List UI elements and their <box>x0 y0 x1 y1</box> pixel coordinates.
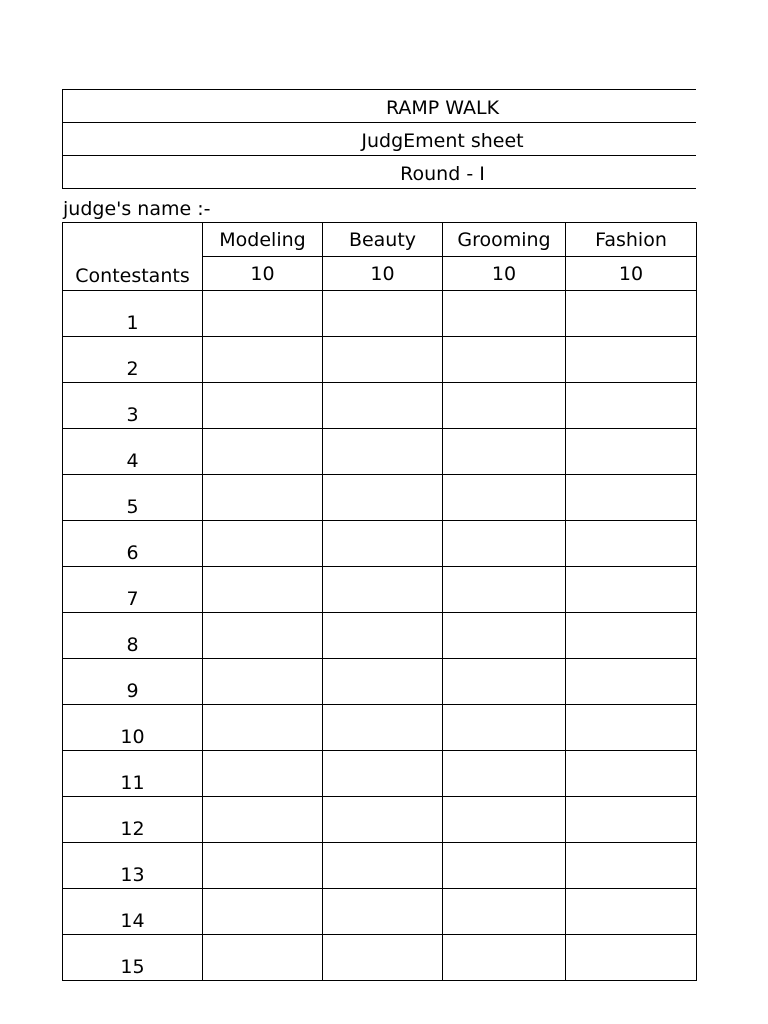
score-cell-fashion[interactable] <box>566 383 697 429</box>
score-cell-fashion[interactable] <box>566 429 697 475</box>
score-cell-fashion[interactable] <box>566 521 697 567</box>
score-cell-modeling[interactable] <box>203 889 323 935</box>
contestant-number: 1 <box>63 291 203 337</box>
contestant-number: 5 <box>63 475 203 521</box>
table-row <box>63 797 697 843</box>
score-cell-fashion[interactable] <box>566 291 697 337</box>
max-score-beauty: 10 <box>323 257 443 291</box>
criteria-header-beauty: Beauty <box>323 223 443 257</box>
sheet-title: RAMP WALK <box>385 97 500 119</box>
score-cell-beauty[interactable] <box>323 521 443 567</box>
contestant-number: 11 <box>63 751 203 797</box>
max-score-grooming: 10 <box>443 257 566 291</box>
contestant-number: 15 <box>63 935 203 981</box>
table-row <box>63 521 697 567</box>
score-cell-fashion[interactable] <box>566 797 697 843</box>
contestant-number: 10 <box>63 705 203 751</box>
score-cell-grooming[interactable] <box>443 291 566 337</box>
score-cell-modeling[interactable] <box>203 659 323 705</box>
table-row <box>63 475 697 521</box>
max-score-modeling: 10 <box>203 257 323 291</box>
contestant-number: 4 <box>63 429 203 475</box>
contestant-number: 2 <box>63 337 203 383</box>
score-cell-modeling[interactable] <box>203 291 323 337</box>
table-row <box>63 291 697 337</box>
table-row <box>63 843 697 889</box>
score-cell-fashion[interactable] <box>566 337 697 383</box>
judge-name-label: judge's name :- <box>63 198 211 220</box>
judge-name-row <box>62 188 696 222</box>
score-cell-grooming[interactable] <box>443 475 566 521</box>
table-row <box>63 751 697 797</box>
criteria-header-modeling: Modeling <box>203 223 323 257</box>
score-cell-grooming[interactable] <box>443 751 566 797</box>
score-cell-modeling[interactable] <box>203 521 323 567</box>
score-cell-modeling[interactable] <box>203 705 323 751</box>
score-cell-beauty[interactable] <box>323 797 443 843</box>
round-label: Round - I <box>400 163 485 185</box>
score-cell-grooming[interactable] <box>443 521 566 567</box>
max-score-fashion: 10 <box>566 257 697 291</box>
table-row <box>63 705 697 751</box>
table-row <box>63 429 697 475</box>
contestant-number: 13 <box>63 843 203 889</box>
table-row <box>63 567 697 613</box>
score-cell-beauty[interactable] <box>323 935 443 981</box>
score-cell-beauty[interactable] <box>323 843 443 889</box>
score-cell-modeling[interactable] <box>203 751 323 797</box>
score-cell-beauty[interactable] <box>323 429 443 475</box>
score-cell-fashion[interactable] <box>566 843 697 889</box>
score-cell-modeling[interactable] <box>203 935 323 981</box>
criteria-header-fashion: Fashion <box>566 223 697 257</box>
criteria-header-grooming: Grooming <box>443 223 566 257</box>
score-cell-beauty[interactable] <box>323 567 443 613</box>
score-cell-grooming[interactable] <box>443 705 566 751</box>
table-row <box>63 935 697 981</box>
score-cell-beauty[interactable] <box>323 383 443 429</box>
score-cell-grooming[interactable] <box>443 613 566 659</box>
score-cell-fashion[interactable] <box>566 475 697 521</box>
title-row <box>62 89 696 122</box>
score-cell-modeling[interactable] <box>203 337 323 383</box>
contestant-number: 9 <box>63 659 203 705</box>
score-cell-grooming[interactable] <box>443 429 566 475</box>
subtitle-row <box>62 122 696 155</box>
judgement-sheet <box>62 89 696 981</box>
score-cell-grooming[interactable] <box>443 935 566 981</box>
contestant-number: 7 <box>63 567 203 613</box>
score-cell-beauty[interactable] <box>323 337 443 383</box>
score-cell-modeling[interactable] <box>203 843 323 889</box>
score-cell-modeling[interactable] <box>203 797 323 843</box>
score-cell-grooming[interactable] <box>443 889 566 935</box>
score-cell-beauty[interactable] <box>323 475 443 521</box>
score-cell-beauty[interactable] <box>323 751 443 797</box>
score-cell-beauty[interactable] <box>323 291 443 337</box>
contestant-number: 12 <box>63 797 203 843</box>
score-cell-fashion[interactable] <box>566 751 697 797</box>
score-cell-grooming[interactable] <box>443 567 566 613</box>
score-cell-modeling[interactable] <box>203 613 323 659</box>
score-cell-modeling[interactable] <box>203 429 323 475</box>
criteria-header-row <box>63 223 697 257</box>
score-cell-fashion[interactable] <box>566 889 697 935</box>
contestant-number: 8 <box>63 613 203 659</box>
score-cell-fashion[interactable] <box>566 935 697 981</box>
table-row <box>63 613 697 659</box>
contestant-number: 14 <box>63 889 203 935</box>
score-cell-grooming[interactable] <box>443 337 566 383</box>
score-cell-grooming[interactable] <box>443 797 566 843</box>
contestant-number: 3 <box>63 383 203 429</box>
score-cell-fashion[interactable] <box>566 567 697 613</box>
table-row <box>63 383 697 429</box>
score-cell-grooming[interactable] <box>443 659 566 705</box>
score-cell-beauty[interactable] <box>323 613 443 659</box>
score-cell-fashion[interactable] <box>566 705 697 751</box>
score-cell-beauty[interactable] <box>323 889 443 935</box>
sheet-subtitle: JudgEment sheet <box>361 130 524 152</box>
score-cell-modeling[interactable] <box>203 383 323 429</box>
round-row <box>62 155 696 188</box>
table-row <box>63 659 697 705</box>
score-cell-grooming[interactable] <box>443 383 566 429</box>
score-cell-modeling[interactable] <box>203 475 323 521</box>
score-cell-modeling[interactable] <box>203 567 323 613</box>
contestants-header: Contestants <box>63 223 203 291</box>
score-cell-grooming[interactable] <box>443 843 566 889</box>
score-cell-fashion[interactable] <box>566 613 697 659</box>
table-row <box>63 889 697 935</box>
score-table <box>62 222 697 981</box>
contestant-number: 6 <box>63 521 203 567</box>
table-row <box>63 337 697 383</box>
score-cell-fashion[interactable] <box>566 659 697 705</box>
score-cell-beauty[interactable] <box>323 705 443 751</box>
score-cell-beauty[interactable] <box>323 659 443 705</box>
